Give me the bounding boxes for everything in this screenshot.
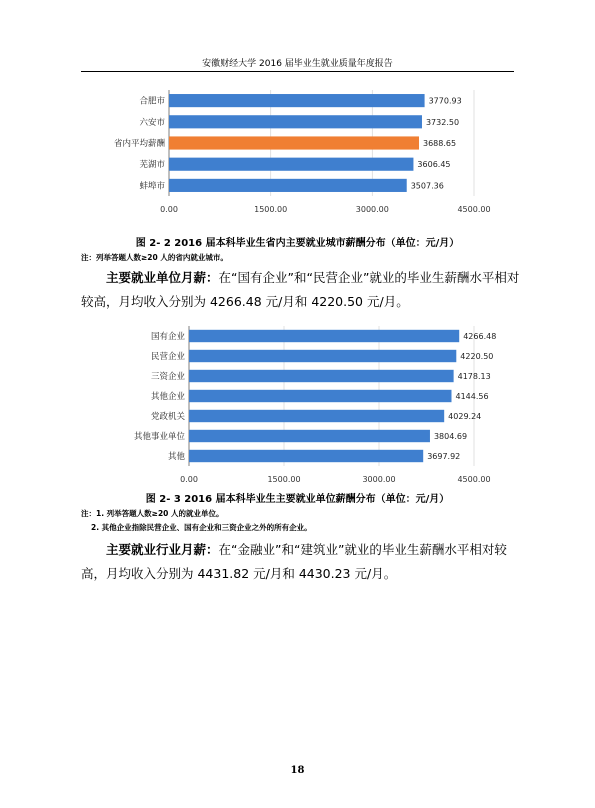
header-divider xyxy=(81,71,514,72)
category-label: 国有企业 xyxy=(150,332,185,342)
bar xyxy=(189,390,451,402)
bar xyxy=(189,430,430,442)
paragraph-employer-salary xyxy=(81,266,521,314)
category-label: 省内平均薪酬 xyxy=(113,139,165,149)
bar xyxy=(169,136,419,149)
value-label: 3770.93 xyxy=(428,96,462,106)
value-label: 3804.69 xyxy=(433,432,468,441)
value-label: 4029.24 xyxy=(448,412,482,421)
category-label: 三资企业 xyxy=(150,372,185,382)
value-label: 4178.13 xyxy=(457,372,491,381)
category-label: 合肥市 xyxy=(139,96,165,107)
bar xyxy=(189,410,444,422)
report-header-title: 安徽财经大学 2016 届毕业生就业质量年度报告 xyxy=(202,59,393,69)
paragraph-employer-lead: 主要就业单位月薪： xyxy=(106,270,219,285)
x-tick-label: 1500.00 xyxy=(267,475,301,484)
paragraph-industry-salary xyxy=(81,538,521,586)
figure-2-2-caption: 图 2- 2 2016 届本科毕业生省内主要就业城市薪酬分布（单位：元/月） xyxy=(135,238,460,249)
paragraph-industry-text: 在“金融业”和“建筑业”就业的毕业生薪酬水平相对较高，月均收入分别为 4431.82 元/月和 4430.23 元/月。 xyxy=(81,542,507,581)
bar xyxy=(189,450,423,462)
value-label: 4266.48 xyxy=(463,332,497,341)
value-label: 3606.45 xyxy=(417,160,451,170)
value-label: 3507.36 xyxy=(410,181,444,191)
chart2-svg xyxy=(0,322,595,484)
x-tick-label: 4500.00 xyxy=(457,475,491,484)
category-label: 六安市 xyxy=(139,117,165,128)
bar xyxy=(169,94,425,107)
x-tick-label: 4500.00 xyxy=(457,205,491,214)
value-label: 3697.92 xyxy=(427,452,461,461)
x-tick-label: 3000.00 xyxy=(362,475,396,484)
value-label: 4144.56 xyxy=(455,392,489,401)
page-number: 18 xyxy=(290,765,305,776)
x-tick-label: 3000.00 xyxy=(355,205,389,214)
x-tick-label: 1500.00 xyxy=(254,205,288,214)
value-label: 3688.65 xyxy=(423,139,457,148)
chart-employer-salary xyxy=(0,322,595,484)
bar xyxy=(189,350,456,362)
category-label: 民营企业 xyxy=(150,352,185,362)
figure-2-3-note-1: 注：1. 列举答题人数≥20 人的就业单位。 xyxy=(81,509,224,518)
paragraph-industry-lead: 主要就业行业月薪： xyxy=(106,542,219,557)
chart1-svg xyxy=(0,86,595,220)
value-label: 4220.50 xyxy=(460,352,494,361)
bar xyxy=(169,158,413,171)
x-tick-label: 0.00 xyxy=(160,205,178,214)
category-label: 芜湖市 xyxy=(139,160,165,171)
bar xyxy=(169,179,407,192)
category-label: 其他 xyxy=(167,452,185,462)
bar xyxy=(189,330,459,342)
x-tick-label: 0.00 xyxy=(180,475,198,484)
category-label: 其他事业单位 xyxy=(133,432,185,442)
category-label: 蚌埠市 xyxy=(139,181,165,192)
value-label: 3732.50 xyxy=(425,117,460,127)
bar xyxy=(169,115,422,128)
category-label: 其他企业 xyxy=(150,392,185,402)
figure-2-3-caption: 图 2- 3 2016 届本科毕业生主要就业单位薪酬分布（单位：元/月） xyxy=(145,494,450,505)
chart-city-salary xyxy=(0,86,595,220)
figure-2-2-note: 注：列举答题人数≥20 人的省内就业城市。 xyxy=(81,253,228,262)
paragraph-employer-text: 在“国有企业”和“民营企业”就业的毕业生薪酬水平相对较高，月均收入分别为 4266.48 元/月和 4220.50 元/月。 xyxy=(81,270,520,309)
figure-2-3-note-2: 2. 其他企业指除民营企业、国有企业和三资企业之外的所有企业。 xyxy=(91,523,312,532)
category-label: 党政机关 xyxy=(150,412,185,422)
bar xyxy=(189,370,454,382)
